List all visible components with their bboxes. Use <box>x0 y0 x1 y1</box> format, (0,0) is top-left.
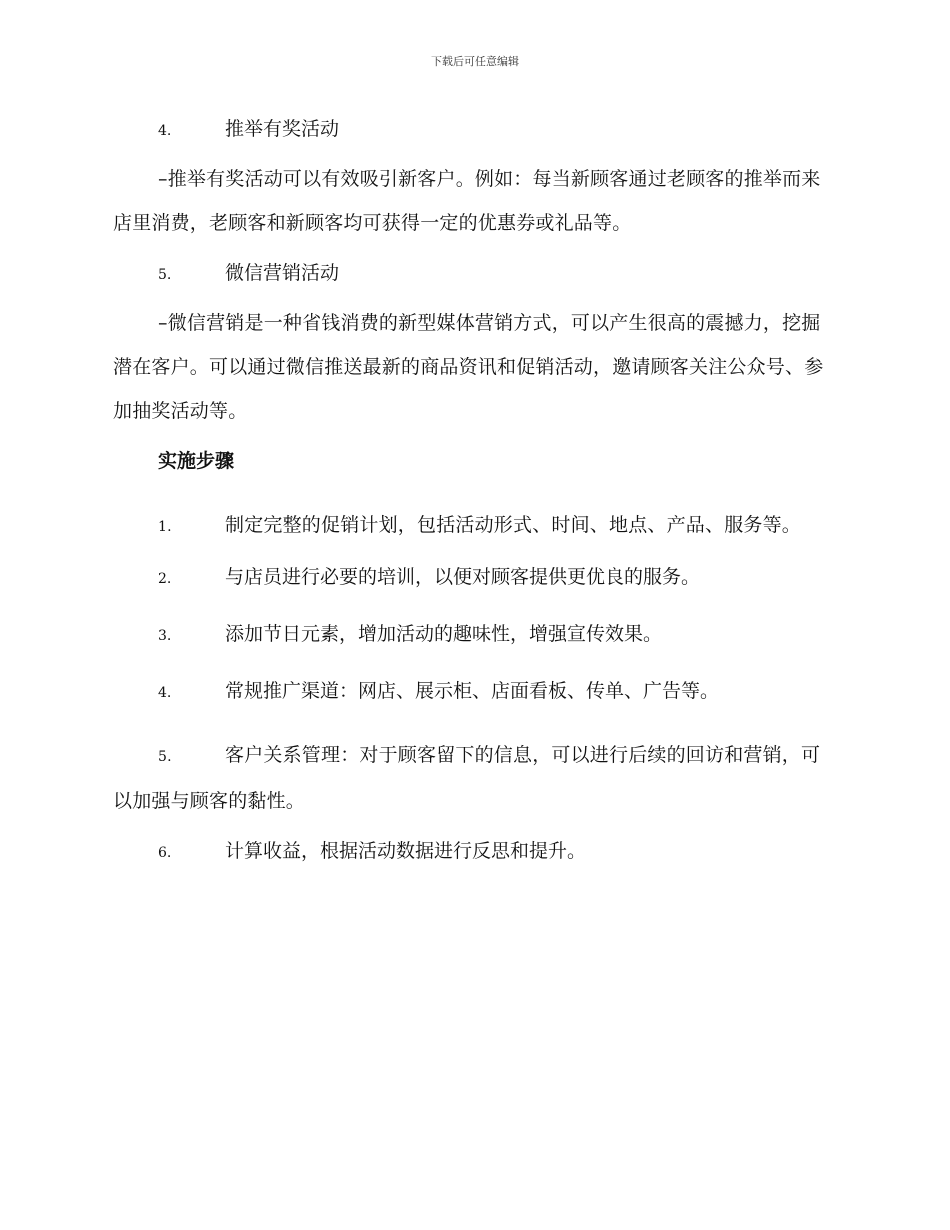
step-text: 计算收益，根据活动数据进行反思和提升。 <box>225 840 587 862</box>
item-description: –微信营销是一种省钱消费的新型媒体营销方式，可以产生很高的震撼力，挖掘潜在客户。可以通过微信推送最新的商品资讯和促销活动，邀请顾客关注公众号、参加抽奖活动等。 <box>113 312 824 422</box>
item-title: 微信营销活动 <box>225 262 340 284</box>
list-item-wechat <box>158 258 835 288</box>
document-body <box>113 114 835 866</box>
step-item <box>113 733 835 823</box>
step-text: 常规推广渠道：网店、展示柜、店面看板、传单、广告等。 <box>225 680 720 702</box>
step-number: 4. <box>158 685 172 701</box>
step-number: 1. <box>158 519 172 535</box>
item-number: 4. <box>158 123 172 139</box>
step-number: 5. <box>158 749 172 765</box>
step-item <box>158 836 835 866</box>
step-text: 制定完整的促销计划，包括活动形式、时间、地点、产品、服务等。 <box>225 514 802 536</box>
step-number: 6. <box>158 845 172 861</box>
step-item <box>113 503 835 549</box>
list-item-referral <box>158 114 835 144</box>
step-item <box>158 562 835 592</box>
step-text: 添加节日元素，增加活动的趣味性，增强宣传效果。 <box>225 623 663 645</box>
page-header: 下载后可任意编辑 <box>431 55 519 68</box>
step-number: 3. <box>158 628 172 644</box>
section-title: 实施步骤 <box>158 450 235 472</box>
step-text: 与店员进行必要的培训，以便对顾客提供更优良的服务。 <box>225 566 701 588</box>
step-item <box>158 676 835 706</box>
item-number: 5. <box>158 267 172 283</box>
step-number: 2. <box>158 571 172 587</box>
item-description: –推举有奖活动可以有效吸引新客户。例如：每当新顾客通过老顾客的推举而来店里消费，老顾客和新顾客均可获得一定的优惠券或礼品等。 <box>113 168 821 234</box>
step-item <box>158 619 835 649</box>
item-title: 推举有奖活动 <box>225 118 340 140</box>
step-text: 客户关系管理：对于顾客留下的信息，可以进行后续的回访和营销，可以加强与顾客的黏性。 <box>113 744 821 812</box>
